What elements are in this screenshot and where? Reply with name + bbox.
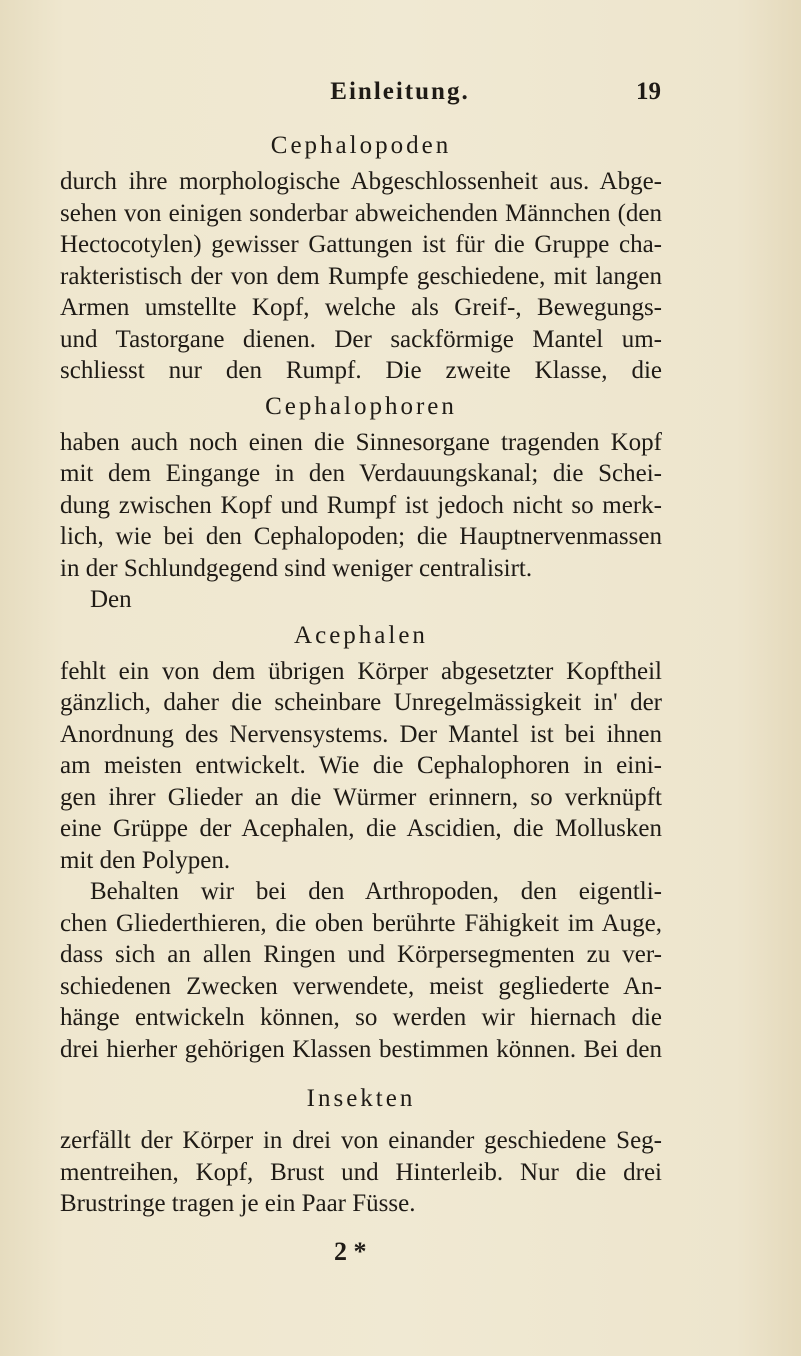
page-number: 19 <box>636 78 661 105</box>
text-line: zerfällt der Körper in drei von einander geschiedene Seg- <box>60 1127 662 1154</box>
text-line: rakteristisch der von dem Rumpfe geschiedene, mit langen <box>60 262 662 290</box>
paragraph-3 <box>60 656 662 877</box>
paragraph-4 <box>60 876 662 1065</box>
text-line: lich, wie bei den Cephalopoden; die Hauptnervenmassen <box>60 523 662 550</box>
text-line: Brustringe tragen je ein Paar Füsse. <box>60 1190 416 1217</box>
text-line: Armen umstellte Kopf, welche als Greif-, Bewegungs- <box>60 294 662 321</box>
text-line: mit den Polypen. <box>60 846 231 874</box>
text-line: schliesst nur den Rumpf. Die zweite Klasse, die <box>60 357 662 384</box>
text-line: Behalten wir bei den Arthropoden, den eigentli- <box>90 878 662 905</box>
text-line: in der Schlundgegend sind weniger centralisirt. <box>60 554 533 582</box>
text-line: dung zwischen Kopf und Rumpf ist jedoch nicht so merk- <box>60 491 662 519</box>
paragraph-1 <box>60 166 662 387</box>
running-title: Einleitung. <box>330 78 470 105</box>
text-line: schiedenen Zwecken verwendete, meist gegliederte An- <box>60 972 662 1000</box>
text-line: Hectocotylen) gewisser Gattungen ist für die Gruppe cha- <box>60 231 662 258</box>
text-line: dass sich an allen Ringen und Körpersegmenten zu ver- <box>60 941 662 968</box>
text-line: gen ihrer Glieder an die Würmer erinnern, so verknüpft <box>60 783 662 811</box>
section-heading-cephalopoden: Cephalopoden <box>270 132 452 159</box>
section-heading-acephalen: Acephalen <box>294 621 428 649</box>
paragraph-2 <box>60 427 662 616</box>
text-line: eine Grüppe der Acephalen, die Ascidien, die Mollusken <box>60 815 662 842</box>
text-line: hänge entwickeln können, so werden wir hiernach die <box>60 1004 662 1031</box>
text-line: und Tastorgane dienen. Der sackförmige Mantel um- <box>60 325 662 353</box>
text-line: chen Gliederthieren, die oben berührte Fähigkeit im Auge, <box>60 909 662 937</box>
paragraph-5 <box>60 1125 662 1220</box>
running-head <box>0 78 801 118</box>
text-line: drei hierher gehörigen Klassen bestimmen können. Bei den <box>60 1035 662 1063</box>
body-text <box>60 126 662 1220</box>
section-heading-cephalophoren: Cephalophoren <box>265 392 457 420</box>
text-line: haben auch noch einen die Sinnesorgane tragenden Kopf <box>60 428 662 456</box>
text-line: Den <box>90 586 132 613</box>
signature-mark: 2 * <box>334 1237 367 1266</box>
section-heading-insekten: Insekten <box>306 1085 416 1112</box>
text-line: mit dem Eingange in den Verdauungskanal; die Schei- <box>60 460 662 487</box>
text-line: Anordnung des Nervensystems. Der Mantel ist bei ihnen <box>60 720 662 748</box>
text-line: durch ihre morphologische Abgeschlossenheit aus. Abge- <box>60 168 662 195</box>
text-line: fehlt ein von dem übrigen Körper abgesetzter Kopftheil <box>60 657 662 685</box>
text-line: gänzlich, daher die scheinbare Unregelmässigkeit in' der <box>60 689 662 716</box>
text-line: mentreihen, Kopf, Brust und Hinterleib. Nur die drei <box>60 1158 662 1186</box>
text-line: sehen von einigen sonderbar abweichenden Männchen (den <box>60 199 662 227</box>
text-line: am meisten entwickelt. Wie die Cephalophoren in eini- <box>60 752 662 779</box>
